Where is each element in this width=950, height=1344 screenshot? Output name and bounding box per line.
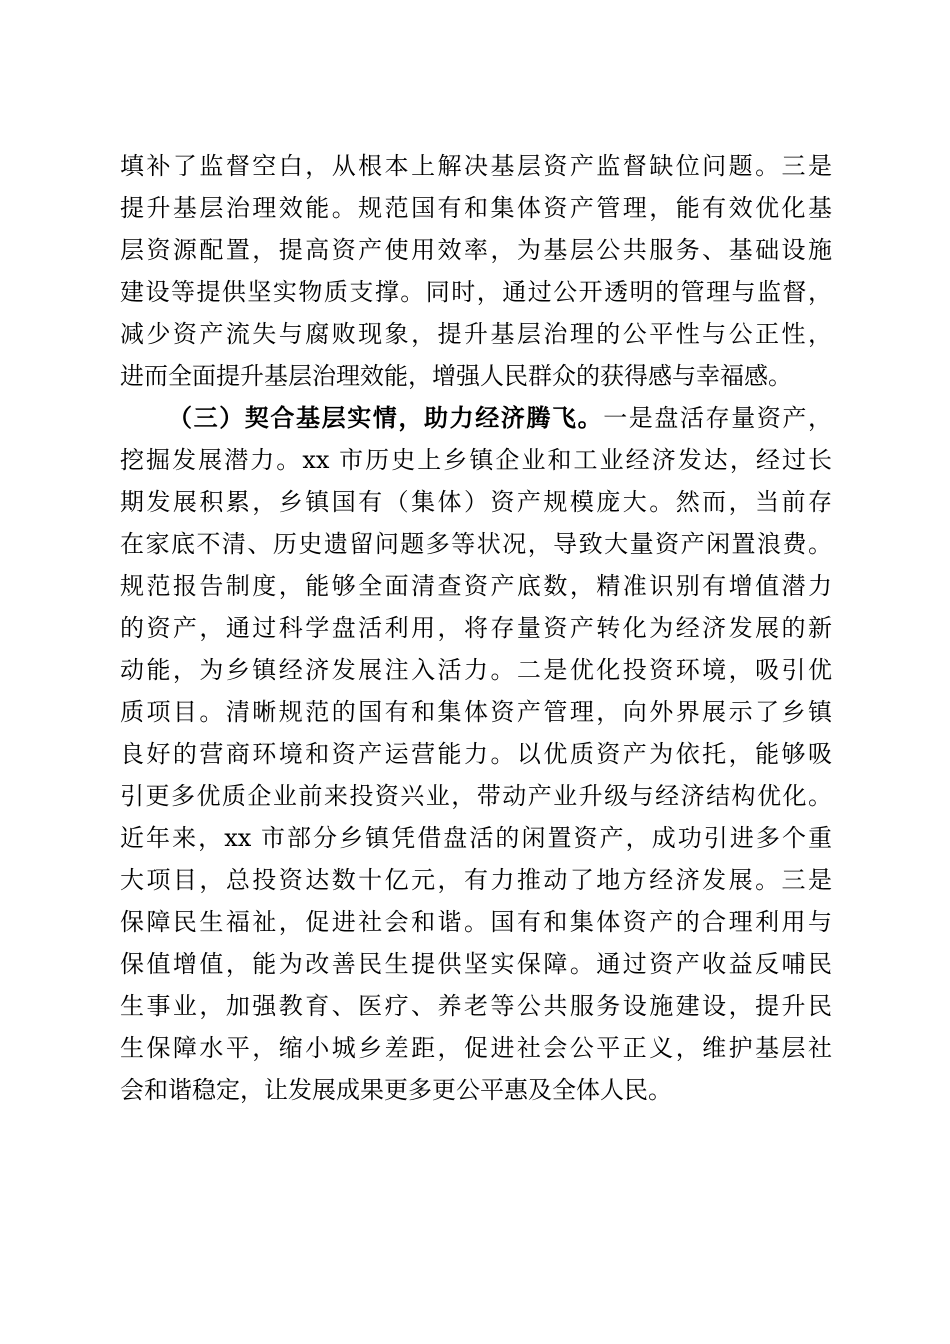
text-line: 填补了监督空白，从根本上解决基层资产监督缺位问题。三是: [120, 152, 832, 180]
text-line: 引更多优质企业前来投资兴业，带动产业升级与经济结构优化。: [120, 782, 832, 810]
paragraph-1: [120, 145, 832, 397]
text-line: 大项目，总投资达数十亿元，有力推动了地方经济发展。三是: [120, 866, 832, 894]
text-line: 层资源配置，提高资产使用效率，为基层公共服务、基础设施: [120, 236, 832, 264]
text-line: 期发展积累，乡镇国有（集体）资产规模庞大。然而，当前存: [120, 488, 832, 516]
text-line: 近年来，xx 市部分乡镇凭借盘活的闲置资产，成功引进多个重: [120, 824, 832, 852]
body-text: [120, 145, 832, 1111]
section-heading: （三）契合基层实情，助力经济腾飞。: [168, 403, 604, 432]
text-line: 在家底不清、历史遗留问题多等状况，导致大量资产闲置浪费。: [120, 530, 832, 558]
text-line: 规范报告制度，能够全面清查资产底数，精准识别有增值潜力: [120, 572, 832, 600]
text-line: 动能，为乡镇经济发展注入活力。二是优化投资环境，吸引优: [120, 656, 832, 684]
text-line: 生保障水平，缩小城乡差距，促进社会公平正义，维护基层社: [120, 1034, 832, 1062]
paragraph-2-first-line: [120, 397, 832, 439]
text-line: 进而全面提升基层治理效能，增强人民群众的获得感与幸福感。: [120, 362, 792, 390]
text-line: 提升基层治理效能。规范国有和集体资产管理，能有效优化基: [120, 194, 832, 222]
text-line: 保障民生福祉，促进社会和谐。国有和集体资产的合理利用与: [120, 908, 832, 936]
text-line: 会和谐稳定，让发展成果更多更公平惠及全体人民。: [120, 1076, 672, 1104]
text-line: 减少资产流失与腐败现象，提升基层治理的公平性与公正性，: [120, 320, 832, 348]
text-line: 良好的营商环境和资产运营能力。以优质资产为依托，能够吸: [120, 740, 832, 768]
text-line: 保值增值，能为改善民生提供坚实保障。通过资产收益反哺民: [120, 950, 832, 978]
text-line: 质项目。清晰规范的国有和集体资产管理，向外界展示了乡镇: [120, 698, 832, 726]
paragraph-2: [120, 397, 832, 1111]
text-line: 建设等提供坚实物质支撑。同时，通过公开透明的管理与监督，: [120, 278, 832, 306]
text-run: 一是盘活存量资产，: [603, 404, 833, 432]
text-line: 生事业，加强教育、医疗、养老等公共服务设施建设，提升民: [120, 992, 832, 1020]
text-line: 的资产，通过科学盘活利用，将存量资产转化为经济发展的新: [120, 614, 832, 642]
text-line: 挖掘发展潜力。xx 市历史上乡镇企业和工业经济发达，经过长: [120, 446, 832, 474]
